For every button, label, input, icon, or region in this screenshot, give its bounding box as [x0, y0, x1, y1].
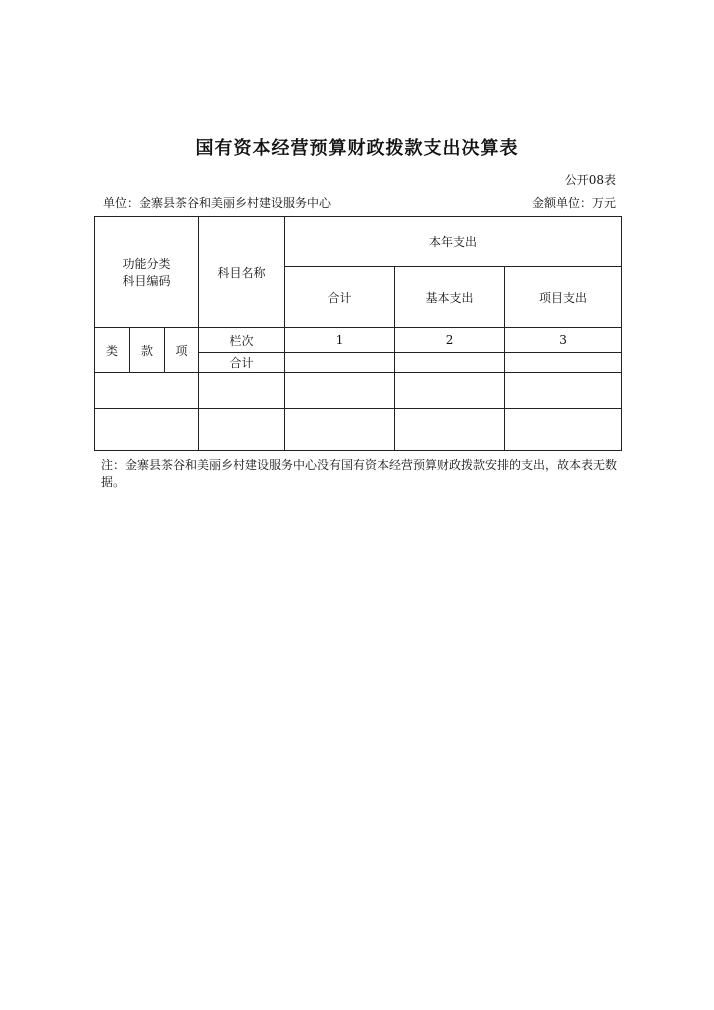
- col-category: 类: [95, 328, 130, 373]
- empty-basic-cell: [395, 409, 505, 451]
- header-function-code: [95, 217, 199, 328]
- empty-total-cell: [285, 409, 395, 451]
- empty-code-cell: [95, 409, 199, 451]
- header-function-line1: 功能分类: [122, 257, 171, 271]
- basic-cell: [395, 353, 505, 373]
- footnote: 注：金寨县茶谷和美丽乡村建设服务中心没有国有资本经营预算财政拨款安排的支出，故本表无数据。: [101, 458, 618, 489]
- header-total: 合计: [285, 267, 395, 328]
- col-section: 款: [130, 328, 165, 373]
- row-column-label: 栏次: [199, 328, 285, 353]
- empty-row: [95, 409, 622, 451]
- empty-basic-cell: [395, 373, 505, 409]
- project-cell: [505, 353, 622, 373]
- col-num-1: 1: [285, 328, 395, 353]
- col-num-2: 2: [395, 328, 505, 353]
- empty-name-cell: [199, 373, 285, 409]
- empty-code-cell: [95, 373, 199, 409]
- total-cell: [285, 353, 395, 373]
- amount-unit-label: 金额单位：万元: [531, 196, 616, 210]
- header-basic: 基本支出: [395, 267, 505, 328]
- header-project: 项目支出: [505, 267, 622, 328]
- row-total-label: 合计: [199, 353, 285, 373]
- expenditure-table: [94, 216, 622, 451]
- empty-project-cell: [505, 409, 622, 451]
- col-num-3: 3: [505, 328, 622, 353]
- col-item: 项: [165, 328, 199, 373]
- empty-total-cell: [285, 373, 395, 409]
- empty-name-cell: [199, 409, 285, 451]
- unit-label: 单位：金寨县茶谷和美丽乡村建设服务中心: [103, 196, 332, 210]
- empty-project-cell: [505, 373, 622, 409]
- header-subject-name: 科目名称: [199, 217, 285, 328]
- header-row-1: [95, 217, 622, 267]
- column-number-row: [95, 328, 622, 353]
- form-number: 公开08表: [564, 173, 616, 187]
- header-function-line2: 科目编码: [122, 274, 171, 288]
- document-title: 国有资本经营预算财政拨款支出决算表: [195, 138, 519, 159]
- empty-row: [95, 373, 622, 409]
- header-current-year: 本年支出: [285, 217, 622, 267]
